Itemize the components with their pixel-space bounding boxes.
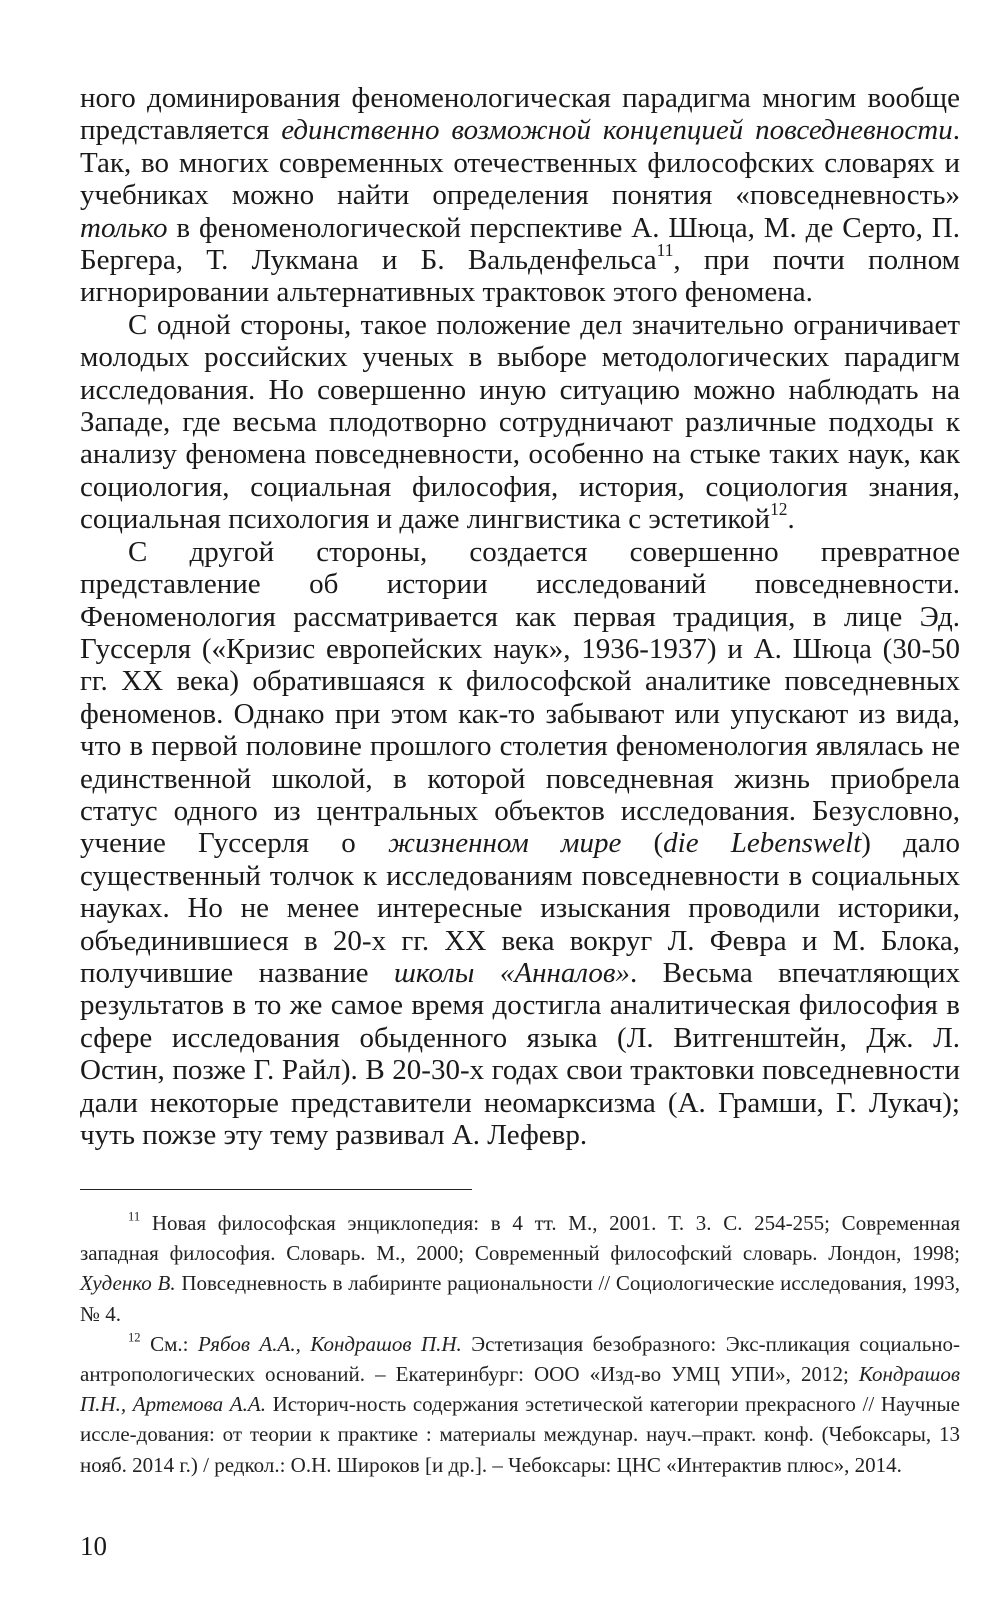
italic-run: Кондрашов П.Н., Артемова А.А.: [80, 1362, 960, 1417]
italic-run: die Lebenswelt: [663, 827, 862, 860]
text-run: .: [787, 503, 795, 536]
text-run: См.:: [140, 1331, 198, 1356]
footnotes: [80, 1208, 960, 1480]
text-run: Новая философская энциклопедия: в 4 тт. М., 2001. Т. 3. С. 254-255; Современная западная философия. Словарь. М., 2000; Современный философский словарь. Лондон, 1998;: [80, 1211, 960, 1266]
footnote-separator: [80, 1189, 472, 1190]
text-run: Повседневность в лабиринте рациональности // Социологические исследования, 1993, № 4.: [80, 1271, 960, 1326]
text-run: ) дало существенный толчок к исследованиям повседневности в социальных науках. Но не менее интересные изыскания проводили историки, объединившиеся в 20-х гг. XX века вокруг Л. Февра и М. Блока, получившие название: [80, 827, 960, 989]
text-run: , при почти полном игнорировании альтернативных трактовок этого феномена.: [80, 244, 960, 309]
text-run: С одной стороны, такое положение дел значительно ограничивает молодых российских ученых в выборе методологических парадигм исследования. Но совершенно иную ситуацию можно наблюдать на Западе, где весьма плодотворно сотрудничают различные подходы к анализу феномена повседневности, особенно на стыке таких наук, как социология, социальная философия, история, социология знания, социальная психология и даже лингвистика с эстетикой: [80, 308, 960, 536]
text-run: . Весьма впечатляющих результатов в то же самое время достигла аналитическая философия в сфере исследования обыденного языка (Л. Витгенштейн, Дж. Л. Остин, позже Г. Райл). В 20-30-х годах свои трактовки повседневности дали некоторые представители неомарксизма (А. Грамши, Г. Лукач); чуть пожзе эту тему развивал А. Лефевр.: [80, 956, 960, 1151]
paragraph: [80, 536, 960, 1152]
italic-run: Рябов А.А., Кондрашов П.Н.: [197, 1331, 462, 1356]
text-run: . Так, во многих современных отечественных философских словарях и учебниках можно найти определения понятия «повседневность»: [80, 114, 960, 212]
text-run: Эстетизация безобразного: Экс-пликация социально-антропологических оснований. – Екатеринбург: ООО «Изд-во УМЦ УПИ», 2012;: [80, 1331, 961, 1387]
text-run: С другой стороны, создается совершенно превратное представление об истории исследований повседневности. Феноменология рассматривается как первая традиция, в лице Эд. Гуссерля («Кризис европейских наук», 1936-1937) и А. Шюца (30-50 гг. XX века) обратившаяся к философской аналитике повседневных феноменов. Однако при этом как-то забывают или упускают из вида, что в первой половине прошлого столетия феноменология являлась не единственной школой, в которой повседневная жизнь приобрела статус одного из центральных объектов исследования. Безусловно, учение Гуссерля о: [80, 535, 960, 860]
page-number: 10: [80, 1531, 107, 1561]
paragraph: [80, 309, 960, 536]
footnote-marker: 12: [128, 1330, 141, 1345]
footnote-12: [80, 1329, 960, 1480]
footnote-ref-12[interactable]: 12: [770, 499, 788, 520]
italic-run: только: [80, 211, 168, 244]
footnote-marker: 11: [128, 1209, 141, 1224]
text-run: ного доминирования феноменологическая парадигма многим вообще представляется: [80, 82, 960, 147]
footnote-ref-11[interactable]: 11: [656, 239, 674, 260]
italic-run: жизненном мире: [388, 827, 622, 860]
paragraph: [80, 82, 960, 309]
main-text: [80, 82, 960, 1151]
italic-run: единственно возможной концепцией повседневности: [281, 114, 953, 147]
text-run: в феноменологической перспективе А. Шюца, М. де Серто, П. Бергера, Т. Лукмана и Б. Вальденфельса: [80, 211, 960, 277]
footnote-11: [80, 1208, 960, 1329]
text-run: (: [621, 827, 664, 860]
italic-run: школы «Анналов»: [393, 956, 630, 989]
text-run: Историч-ность содержания эстетической категории прекрасного // Научные иссле-дования: от теории к практике : материалы междунар. науч.–практ. конф. (Чебоксары, 13 нояб. 2014 г.) / редкол.: О.Н. Широков [и др.]. – Чебоксары: ЦНС «Интерактив плюс», 2014.: [80, 1392, 960, 1477]
italic-run: Худенко В.: [80, 1271, 176, 1296]
